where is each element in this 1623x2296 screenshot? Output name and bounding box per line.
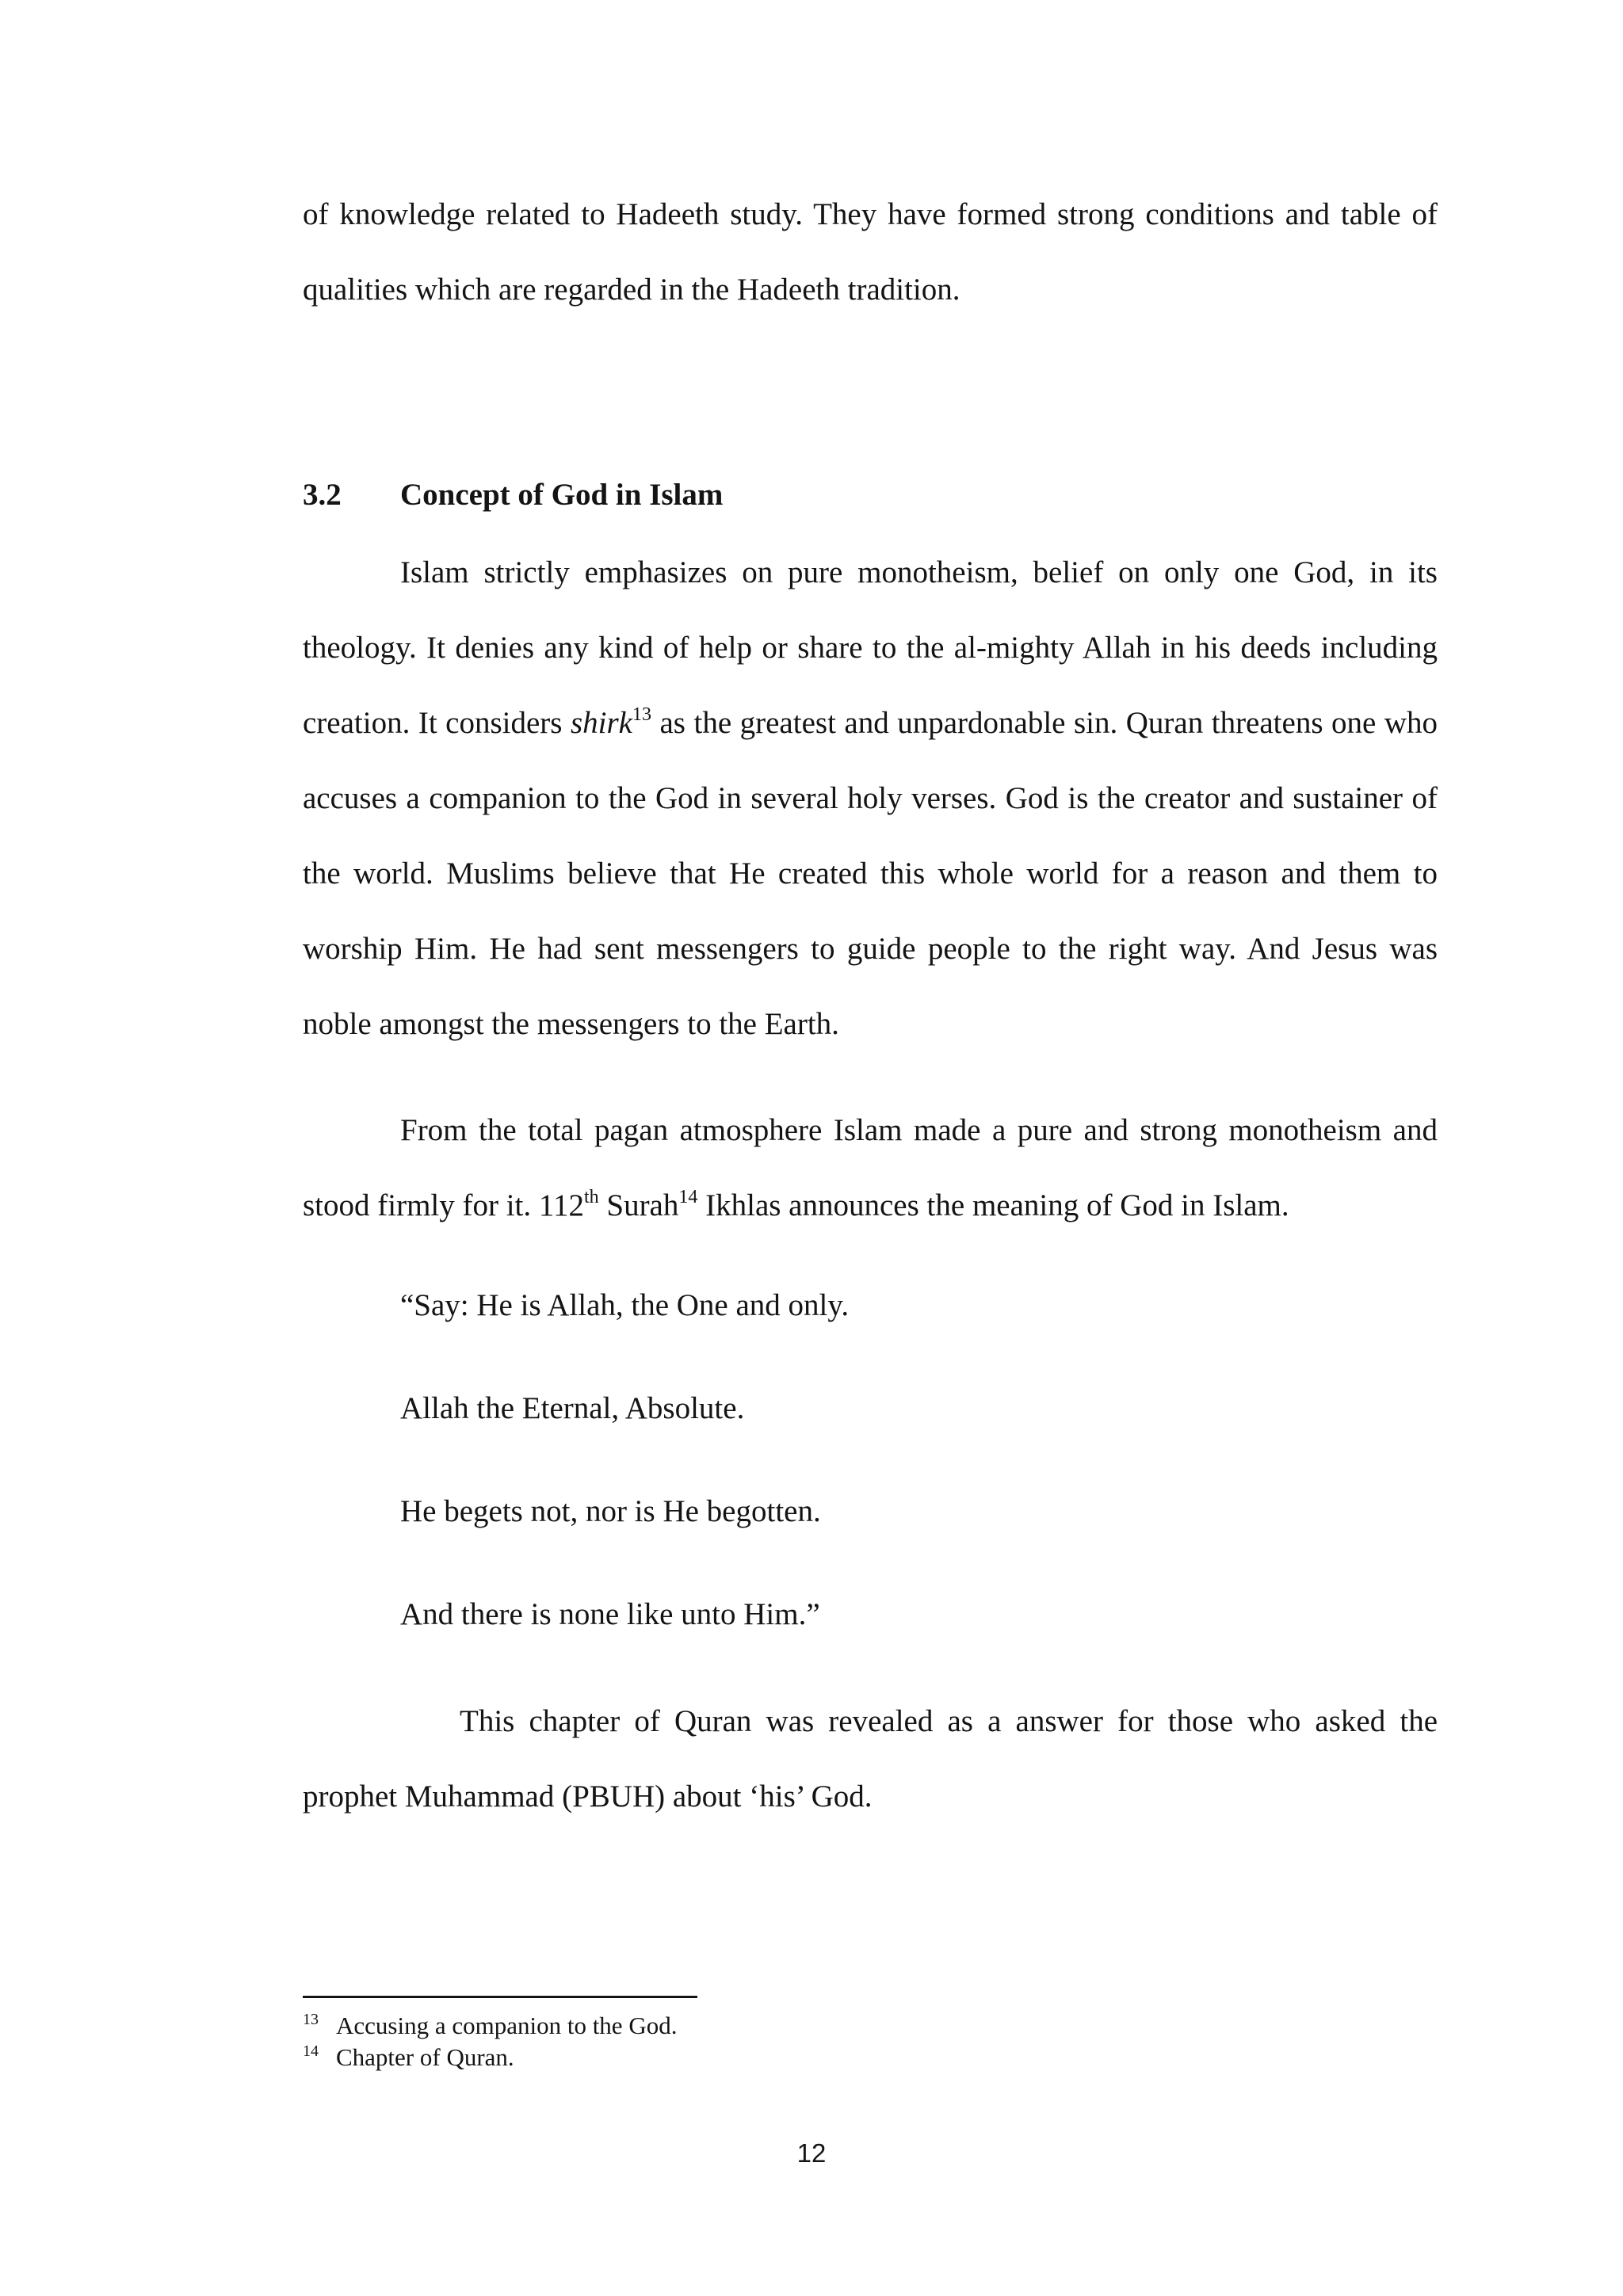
paragraph-text: From the total pagan atmosphere Islam made a pure and strong monotheism and stood firmly for it. 112	[303, 1113, 1438, 1222]
section-title: Concept of God in Islam	[400, 478, 724, 512]
footnote-separator	[303, 1996, 697, 1998]
paragraph-text: Ikhlas announces the meaning of God in Islam.	[697, 1188, 1289, 1222]
section-heading	[303, 469, 723, 521]
footnote-ref-14: 14	[678, 1187, 698, 1207]
footnote-14: 14 Chapter of Quran.	[303, 2042, 514, 2071]
footnote-text: Chapter of Quran.	[336, 2043, 514, 2071]
verse-line: “Say: He is Allah, the One and only.	[400, 1288, 850, 1322]
paragraph-text: as the greatest and unpardonable sin. Quran threatens one who accuses a companion to the God in several holy verses. God is the creator and sustainer of the world. Muslims believe that He created this whole world for a reason and them to worship Him. He had sent messengers to guide people to the right way. And Jesus was noble amongst the messengers to the Earth.	[303, 706, 1438, 1041]
footnote-13: 13 Accusing a companion to the God.	[303, 2011, 678, 2039]
paragraph-ikhlas	[303, 1093, 1438, 1243]
paragraph-text: Surah	[598, 1188, 679, 1222]
paragraph-revelation: This chapter of Quran was revealed as a answer for those who asked the prophet Muhammad (PBUH) about ‘his’ God.	[303, 1704, 1438, 1814]
ordinal-suffix: th	[583, 1187, 599, 1207]
page-number: 12	[796, 2138, 827, 2168]
shirk-term: shirk	[570, 706, 632, 740]
continuation-paragraph: of knowledge related to Hadeeth study. They have formed strong conditions and table of qualities which are regarded in the Hadeeth tradition.	[303, 197, 1438, 307]
section-number: 3.2	[303, 478, 342, 512]
verse-line: He begets not, nor is He begotten.	[400, 1494, 821, 1528]
footnote-text: Accusing a companion to the God.	[336, 2012, 678, 2039]
verse-line: Allah the Eternal, Absolute.	[400, 1391, 745, 1425]
footnote-ref-13: 13	[632, 704, 651, 725]
paragraph-monotheism	[303, 535, 1438, 1062]
paragraph-text: Islam strictly emphasizes on pure monotheism, belief on only one God, in its theology. It denies any kind of help or share to the al-mighty Allah in his deeds including creation. It considers	[303, 555, 1438, 740]
verse-line: And there is none like unto Him.”	[400, 1597, 820, 1631]
